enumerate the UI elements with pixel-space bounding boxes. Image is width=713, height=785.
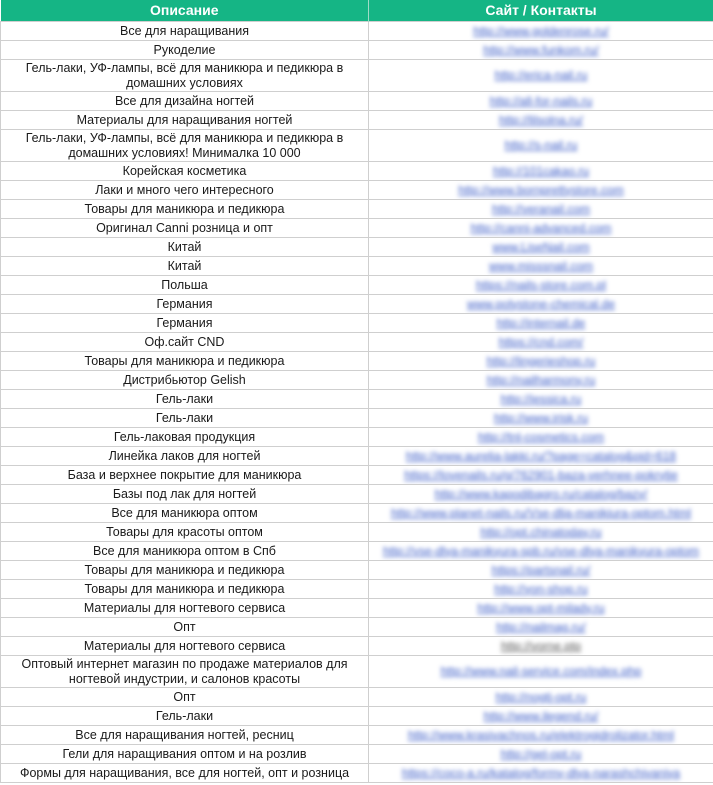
site-link[interactable]: http://www.nail-service.com/index.php — [440, 664, 642, 678]
site-link[interactable]: http://www.kapodibagro.ru/catalog/bazy/ — [434, 486, 648, 501]
site-cell[interactable] — [369, 295, 713, 314]
site-cell[interactable] — [369, 111, 713, 130]
description-cell[interactable]: Корейская косметика — [1, 162, 369, 181]
table-row — [1, 542, 713, 561]
table-row — [1, 428, 713, 447]
description-cell[interactable]: Опт — [1, 618, 369, 637]
site-link[interactable]: http://101cakao.ru — [492, 163, 590, 178]
site-link[interactable]: http://www.bornprettystore.com — [458, 182, 624, 197]
table-row — [1, 637, 713, 656]
site-cell[interactable] — [369, 371, 713, 390]
site-link[interactable]: http://www.planet-nails.ru/Vse-dlja-manikjura-optom.html — [390, 505, 692, 520]
description-cell[interactable]: Гель-лаки, УФ-лампы, всё для маникюра и педикюра в домашних условиях! Минималка 10 000 — [1, 130, 369, 162]
site-cell[interactable] — [369, 333, 713, 352]
table-row — [1, 295, 713, 314]
description-cell[interactable]: Китай — [1, 238, 369, 257]
site-link[interactable]: http://opt.chinatoday.ru — [480, 524, 602, 539]
table-row — [1, 314, 713, 333]
site-cell[interactable] — [369, 745, 713, 764]
site-cell[interactable] — [369, 257, 713, 276]
site-link[interactable]: http://lingerieshop.ru — [486, 353, 596, 368]
description-cell[interactable]: Гель-лаки, УФ-лампы, всё для маникюра и педикюра в домашних условиях — [1, 60, 369, 92]
site-cell[interactable] — [369, 707, 713, 726]
description-cell[interactable]: Все для дизайна ногтей — [1, 92, 369, 111]
description-cell[interactable]: Гель-лаки — [1, 390, 369, 409]
site-link[interactable]: http://www.aurelia-lakki.ru/?page=catalog&pid=618 — [405, 448, 677, 463]
table-row — [1, 352, 713, 371]
description-cell[interactable]: Гель-лаки — [1, 707, 369, 726]
description-cell[interactable]: База и верхнее покрытие для маникюра — [1, 466, 369, 485]
table-row — [1, 181, 713, 200]
site-cell[interactable] — [369, 409, 713, 428]
description-cell[interactable]: Товары для маникюра и педикюра — [1, 580, 369, 599]
site-link[interactable]: http://www.opt-milady.ru — [477, 600, 605, 615]
site-cell[interactable] — [369, 688, 713, 707]
table-row — [1, 707, 713, 726]
description-cell[interactable]: Линейка лаков для ногтей — [1, 447, 369, 466]
description-cell[interactable]: Базы под лак для ногтей — [1, 485, 369, 504]
site-cell[interactable] — [369, 314, 713, 333]
table-row — [1, 447, 713, 466]
table-row — [1, 219, 713, 238]
table-row — [1, 599, 713, 618]
description-cell[interactable]: Все для маникюра оптом — [1, 504, 369, 523]
site-cell[interactable] — [369, 726, 713, 745]
site-cell[interactable] — [369, 599, 713, 618]
site-link[interactable]: https://cnd.com/ — [498, 334, 584, 349]
site-link[interactable]: http://jessica.ru — [500, 391, 582, 406]
site-link[interactable]: www.LiseNail.com — [492, 239, 590, 254]
site-cell[interactable] — [369, 466, 713, 485]
site-cell[interactable] — [369, 22, 713, 41]
description-cell[interactable]: Формы для наращивания, все для ногтей, опт и розница — [1, 764, 369, 783]
description-cell[interactable]: Польша — [1, 276, 369, 295]
table-row — [1, 60, 713, 92]
table-row — [1, 656, 713, 688]
site-cell[interactable] — [369, 523, 713, 542]
description-cell[interactable]: Германия — [1, 295, 369, 314]
site-cell[interactable] — [369, 504, 713, 523]
description-cell[interactable]: Китай — [1, 257, 369, 276]
header-row — [1, 0, 713, 22]
table-row — [1, 390, 713, 409]
site-link[interactable]: http://www.funkom.ru/ — [483, 42, 599, 57]
site-link[interactable]: http://www.goldenrose.ru/ — [473, 23, 609, 38]
description-cell[interactable]: Товары для маникюра и педикюра — [1, 561, 369, 580]
site-link[interactable]: http://nailharmony.ru — [486, 372, 596, 387]
description-cell[interactable]: Товары для красоты оптом — [1, 523, 369, 542]
site-cell[interactable] — [369, 352, 713, 371]
site-link[interactable]: http://erica-nail.ru — [494, 68, 588, 82]
description-cell[interactable]: Товары для маникюра и педикюра — [1, 200, 369, 219]
site-cell[interactable] — [369, 561, 713, 580]
site-cell[interactable] — [369, 238, 713, 257]
table-row — [1, 745, 713, 764]
description-cell[interactable]: Материалы для ногтевого сервиса — [1, 637, 369, 656]
column-header-description[interactable]: Описание — [1, 0, 369, 22]
site-link[interactable]: http://lilsolna.ru/ — [498, 112, 584, 127]
site-cell[interactable] — [369, 580, 713, 599]
site-cell[interactable] — [369, 41, 713, 60]
site-link[interactable]: http://nailmag.ru/ — [496, 619, 586, 634]
description-cell[interactable]: Оригинал Canni розница и опт — [1, 219, 369, 238]
table-row — [1, 333, 713, 352]
site-cell[interactable] — [369, 618, 713, 637]
description-cell[interactable]: Гель-лаковая продукция — [1, 428, 369, 447]
site-cell[interactable] — [369, 542, 713, 561]
table-row — [1, 111, 713, 130]
site-cell[interactable] — [369, 219, 713, 238]
site-cell[interactable] — [369, 447, 713, 466]
table-row — [1, 726, 713, 745]
table-row — [1, 238, 713, 257]
table-body — [1, 22, 713, 783]
description-cell[interactable]: Материалы для наращивания ногтей — [1, 111, 369, 130]
table-row — [1, 764, 713, 783]
table-row — [1, 22, 713, 41]
site-link[interactable]: http://www.krasivachnos.ru/elektrogidrolizator.html — [407, 727, 675, 742]
site-link[interactable]: http://yon-shop.ru — [494, 581, 588, 596]
table-row — [1, 523, 713, 542]
description-cell[interactable]: Оптовый интернет магазин по продаже материалов для ногтевой индустрии, и салонов красоты — [1, 656, 369, 688]
description-cell[interactable]: Товары для маникюра и педикюра — [1, 352, 369, 371]
table-row — [1, 409, 713, 428]
table-row — [1, 688, 713, 707]
site-link[interactable]: http://gel-opt.ru — [500, 746, 582, 761]
site-cell[interactable] — [369, 162, 713, 181]
table-row — [1, 257, 713, 276]
table-row — [1, 371, 713, 390]
description-cell[interactable]: Опт — [1, 688, 369, 707]
table-row — [1, 485, 713, 504]
table-row — [1, 276, 713, 295]
site-link[interactable]: http://s-nail.ru — [504, 138, 578, 152]
site-cell[interactable] — [369, 390, 713, 409]
table-row — [1, 466, 713, 485]
description-cell[interactable]: Гели для наращивания оптом и на розлив — [1, 745, 369, 764]
description-cell[interactable]: Материалы для ногтевого сервиса — [1, 599, 369, 618]
site-cell[interactable] — [369, 130, 713, 162]
table-row — [1, 41, 713, 60]
description-cell[interactable]: Оф.сайт CND — [1, 333, 369, 352]
table-row — [1, 162, 713, 181]
site-cell[interactable] — [369, 181, 713, 200]
site-link[interactable]: http://tnl-cosmetics.com — [477, 429, 605, 444]
site-cell[interactable] — [369, 485, 713, 504]
site-link[interactable]: www.misssnail.com — [488, 258, 593, 273]
description-cell[interactable]: Все для наращивания — [1, 22, 369, 41]
table-row — [1, 200, 713, 219]
site-link[interactable]: http://nogti-opt.ru — [495, 689, 587, 704]
description-cell[interactable]: Все для наращивания ногтей, ресниц — [1, 726, 369, 745]
site-cell[interactable] — [369, 60, 713, 92]
table-row — [1, 580, 713, 599]
site-link[interactable]: https://coco-a.ru/katalog/formy-dlya-narashchivaniya — [401, 765, 681, 780]
table-row — [1, 130, 713, 162]
site-cell[interactable] — [369, 764, 713, 783]
site-link[interactable]: http://internail.de — [496, 315, 586, 330]
description-cell[interactable]: Лаки и много чего интересного — [1, 181, 369, 200]
site-link[interactable]: http://www.irisk.ru — [493, 410, 589, 425]
table-row — [1, 504, 713, 523]
site-cell[interactable] — [369, 637, 713, 656]
table-row — [1, 92, 713, 111]
site-link[interactable]: http://vorne.ptp — [500, 638, 582, 653]
site-link[interactable]: http://vse-dlya-manikyura-spb.ru/vse-dlya-manikyura-optom — [382, 543, 700, 558]
site-cell[interactable] — [369, 656, 713, 688]
site-cell[interactable] — [369, 92, 713, 111]
description-cell[interactable]: Все для маникюра оптом в Спб — [1, 542, 369, 561]
description-cell[interactable]: Германия — [1, 314, 369, 333]
site-cell[interactable] — [369, 428, 713, 447]
description-cell[interactable]: Дистрибьютор Gelish — [1, 371, 369, 390]
table-row — [1, 561, 713, 580]
site-cell[interactable] — [369, 200, 713, 219]
description-cell[interactable]: Рукоделие — [1, 41, 369, 60]
table-row — [1, 618, 713, 637]
site-link[interactable]: https://lovenails.ru/g/762901-baza-verhnee-pokrytie — [404, 467, 678, 482]
site-link[interactable]: https://partsnail.ru/ — [491, 562, 591, 577]
site-link[interactable]: www.polystone-chemical.de — [466, 296, 616, 311]
column-header-site-contacts[interactable]: Сайт / Контакты — [369, 0, 713, 22]
site-link[interactable]: http://veranail.com — [491, 201, 591, 216]
site-link[interactable]: http://www.ilegend.ru/ — [483, 708, 599, 723]
site-cell[interactable] — [369, 276, 713, 295]
site-link[interactable]: http://all-for-nails.ru — [489, 93, 593, 108]
site-link[interactable]: http://canni-advanced.com — [470, 220, 612, 235]
site-link[interactable]: https://nails-store.com.pl — [475, 277, 607, 292]
description-cell[interactable]: Гель-лаки — [1, 409, 369, 428]
